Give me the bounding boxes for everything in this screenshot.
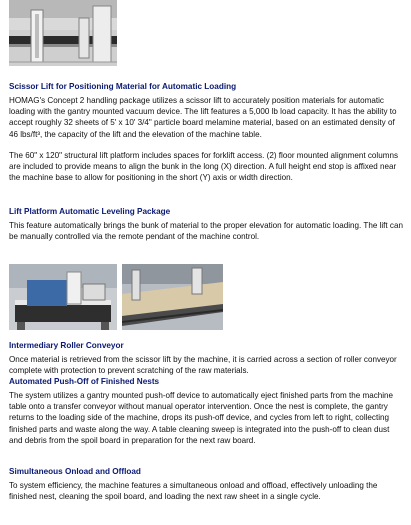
section-heading-leveling-package: Lift Platform Automatic Leveling Package	[9, 207, 171, 216]
cnc-machine-photo	[9, 264, 117, 330]
section-paragraph: This feature automatically brings the bunk of material to the proper elevation for automatic loading. The lift can be manually controlled via the remote pendant of the machine control.	[9, 221, 403, 242]
section-paragraph: The system utilizes a gantry mounted push-off device to automatically eject finished parts from the machine table onto a transfer conveyor without manual operator intervention. Once the nest is complete, the gantry returns to the loading side of the machine, drops its push-off device, and cycles from left to right, collecting finished parts and waste along the way. A table cleaning sweep is integrated into the push-off to clean dust and debris from the spoil board in preparation for the next raw board.	[9, 391, 394, 445]
section-heading-scissor-lift: Scissor Lift for Positioning Material for Automatic Loading	[9, 82, 237, 91]
section-paragraph: The 60" x 120" structural lift platform includes spaces for forklift access. (2) floor mounted alignment columns are included to provide means to align the bunk in the long (X) direction. A full height end stop is affixed near the machine base to allow for positioning in the short (Y) axis or width direction.	[9, 151, 399, 183]
section-paragraph: HOMAG's Concept 2 handling package utilizes a scissor lift to accurately position materials for automatic loading with the gantry mounted vacuum device. The lift features a 5,000 lb load capacity. It has the ability to accept roughly 32 sheets of 5' x 10' 3/4" particle board melamine material, based on an estimated density of 46 lbs/ft³, the capacity of the lift and the elevation of the machine table.	[9, 96, 397, 139]
section-heading-onload-offload: Simultaneous Onload and Offload	[9, 467, 141, 476]
scissor-lift-photo	[9, 0, 117, 66]
section-heading-roller-conveyor: Intermediary Roller Conveyor	[9, 341, 124, 350]
conveyor-photo	[122, 264, 223, 330]
section-paragraph: To system efficiency, the machine features a simultaneous onload and offload, effectively unloading the finished nest, cleaning the spoil board, and loading the next raw sheet in a single cycle.	[9, 481, 378, 502]
section-paragraph: Once material is retrieved from the scissor lift by the machine, it is carried across a section of roller conveyor complete with protection to prevent scratching of the raw materials.	[9, 355, 397, 376]
section-heading-push-off: Automated Push-Off of Finished Nests	[9, 377, 160, 386]
